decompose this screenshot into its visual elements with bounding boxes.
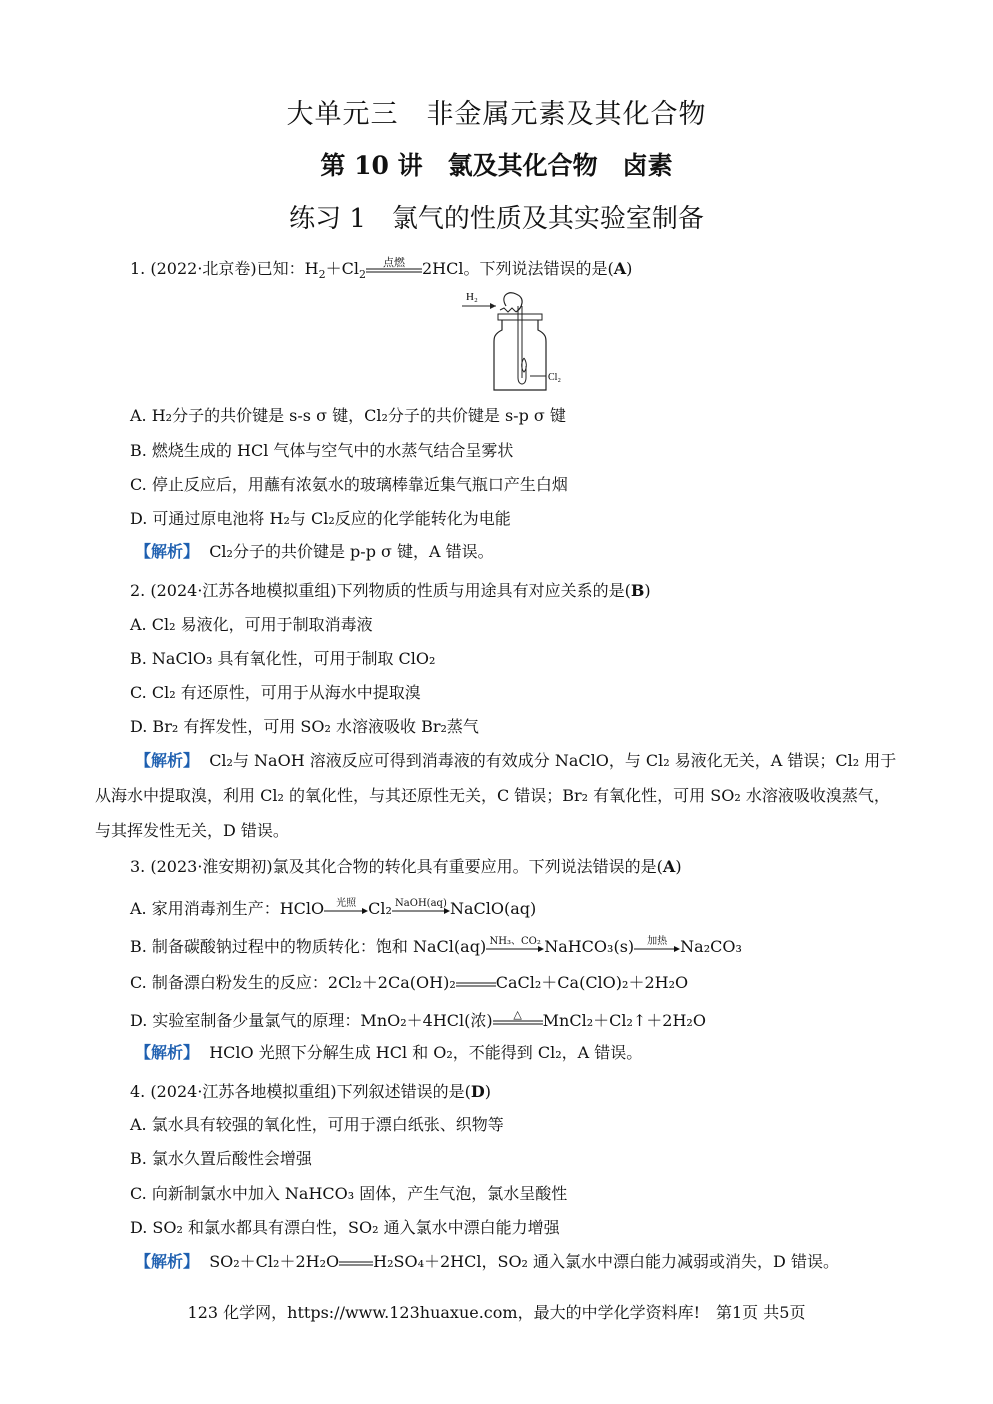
unit-title: 大单元三 非金属元素及其化合物 <box>286 99 707 130</box>
q1-analysis: 【解析】 Cl₂分子的共价键是 p-p σ 键，A 错误。 <box>135 542 494 561</box>
q2-option-a: A. Cl₂ 易液化，可用于制取消毒液 <box>130 615 373 634</box>
gas-jar-figure <box>460 286 580 398</box>
figure-h2-label: H₂ <box>466 291 478 303</box>
lecture-title: 第 10 讲 氯及其化合物 卤素 <box>320 151 673 180</box>
answer: A <box>613 259 627 278</box>
question-3-stem: 3. (2023·淮安期初)氯及其化合物的转化具有重要应用。下列说法错误的是(A) <box>130 857 682 876</box>
q4-option-d: D. SO₂ 和氯水都具有漂白性，SO₂ 通入氯水中漂白能力增强 <box>130 1218 560 1237</box>
q2-analysis: 【解析】 Cl₂与 NaOH 溶液反应可得到消毒液的有效成分 NaClO，与 Cl₂ 易液化无关，A 错误；Cl₂ 用于从海水中提取溴，利用 Cl₂ 的氧化性，与其还原性无关，C 错误；Br₂ 有氧化性，可用 SO₂ 水溶液吸收溴蒸气，与其挥发性无关，D 错误。 <box>95 751 897 840</box>
q1-option-d: D. 可通过原电池将 H₂与 Cl₂反应的化学能转化为电能 <box>130 509 511 528</box>
answer: B <box>630 581 645 600</box>
q4-analysis: 【解析】 SO₂＋Cl₂＋2H₂O H₂SO₄＋2HCl，SO₂ 通入氯水中漂白能力减弱或消失，D 错误。 <box>135 1251 839 1274</box>
ignite-arrow: 点燃 <box>382 255 405 269</box>
q1-option-a: A. H₂分子的共价键是 s-s σ 键，Cl₂分子的共价键是 s-p σ 键 <box>130 406 566 425</box>
figure-cl2-label: Cl₂ <box>548 372 561 383</box>
q4-option-c: C. 向新制氯水中加入 NaHCO₃ 固体，产生气泡，氯水呈酸性 <box>130 1184 568 1203</box>
analysis-tag: 【解析】 <box>135 542 200 561</box>
equals-sign <box>456 973 496 995</box>
q1-option-b: B. 燃烧生成的 HCl 气体与空气中的水蒸气结合呈雾状 <box>130 441 514 460</box>
q4-option-b: B. 氯水久置后酸性会增强 <box>130 1149 312 1168</box>
q2-option-d: D. Br₂ 有挥发性，可用 SO₂ 水溶液吸收 Br₂蒸气 <box>130 717 479 736</box>
q1-option-c: C. 停止反应后，用蘸有浓氨水的玻璃棒靠近集气瓶口产生白烟 <box>130 475 568 494</box>
q3-option-b: B. 制备碳酸钠过程中的物质转化：饱和 NaCl(aq) NH₃、CO₂ NaHCO₃(s) 加热 Na₂CO₃ <box>130 936 742 959</box>
analysis-tag: 【解析】 <box>135 751 200 770</box>
equals-sign <box>339 1252 373 1274</box>
answer: D <box>470 1082 485 1101</box>
analysis-tag: 【解析】 <box>135 1043 200 1062</box>
exercise-title: 练习 1 氯气的性质及其实验室制备 <box>289 204 704 234</box>
heat-equals-sign: △ <box>513 1007 522 1021</box>
q3-analysis: 【解析】 HClO 光照下分解生成 HCl 和 O₂，不能得到 Cl₂，A 错误。 <box>135 1043 643 1062</box>
q3-option-c: C. 制备漂白粉发生的反应：2Cl₂＋2Ca(OH)₂ CaCl₂＋Ca(ClO)₂＋2H₂O <box>130 972 688 995</box>
question-2-stem: 2. (2024·江苏各地模拟重组)下列物质的性质与用途具有对应关系的是(B) <box>130 581 651 600</box>
analysis-tag: 【解析】 <box>135 1252 200 1271</box>
reaction-arrow: 光照 <box>324 899 368 921</box>
q2-option-b: B. NaClO₃ 具有氧化性，可用于制取 ClO₂ <box>130 649 436 668</box>
reaction-arrow: NH₃、CO₂ <box>486 937 544 959</box>
reaction-arrow: 加热 <box>634 937 680 959</box>
reaction-arrow: NaOH(aq) <box>392 899 450 921</box>
q3-option-a: A. 家用消毒剂生产：HClO 光照 Cl₂ NaOH(aq) NaClO(aq) <box>130 898 536 921</box>
question-1-stem: 1. (2022·北京卷)已知：$H_2+Cl_2$ 点燃 2HCl。下列说法错误的是(A) <box>130 255 633 281</box>
answer: A <box>662 857 676 876</box>
q2-option-c: C. Cl₂ 有还原性，可用于从海水中提取溴 <box>130 683 421 702</box>
page-footer: 123 化学网，https://www.123huaxue.com，最大的中学化学资料库! 第1页 共5页 <box>187 1303 806 1322</box>
q3-option-d: D. 实验室制备少量氯气的原理：MnO₂＋4HCl(浓) △ MnCl₂＋Cl₂↑＋2H₂O <box>130 1010 706 1033</box>
q4-option-a: A. 氯水具有较强的氧化性，可用于漂白纸张、织物等 <box>130 1115 504 1134</box>
question-4-stem: 4. (2024·江苏各地模拟重组)下列叙述错误的是(D) <box>130 1082 492 1101</box>
